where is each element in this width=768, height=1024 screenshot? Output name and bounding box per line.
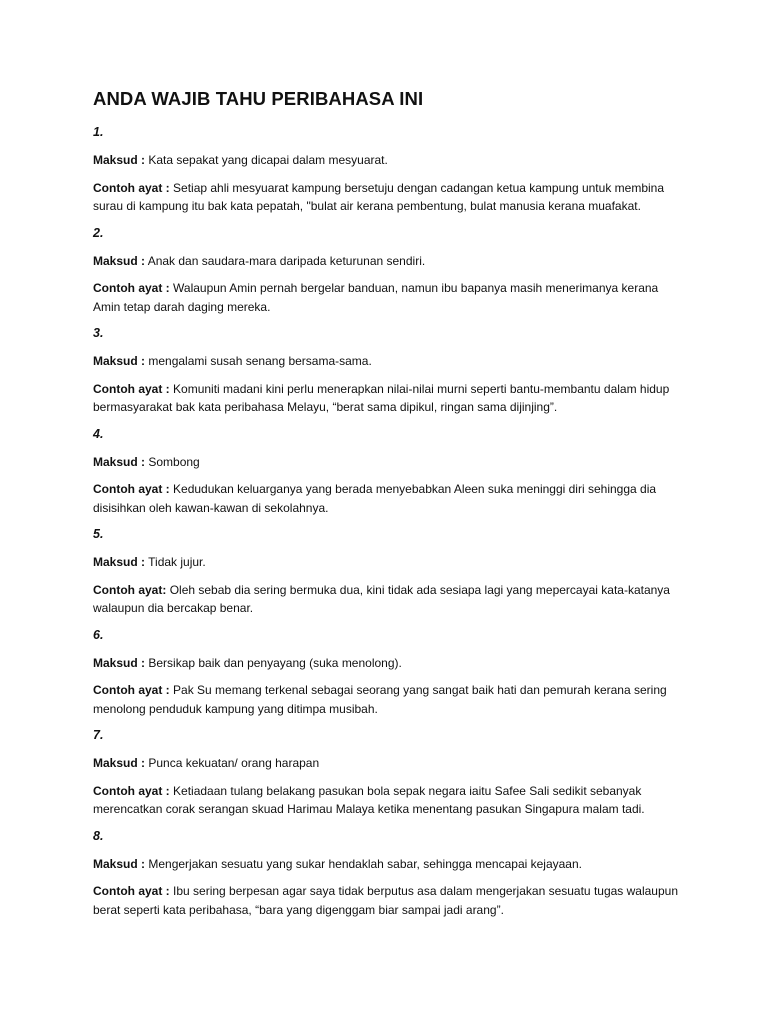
entry-number: 8. <box>93 828 104 843</box>
contoh-label: Contoh ayat : <box>93 884 170 898</box>
maksud-label: Maksud : <box>93 655 146 670</box>
contoh-label: Contoh ayat : <box>93 783 170 798</box>
entry-number: 7. <box>93 728 104 742</box>
entry-number: 2. <box>93 225 104 240</box>
contoh-paragraph <box>93 681 683 718</box>
contoh-label: Contoh ayat : <box>93 381 170 396</box>
maksud-label: Maksud : <box>93 454 146 469</box>
entry-4 <box>93 426 683 518</box>
entry-number: 5. <box>93 527 104 541</box>
maksud-label: Maksud : <box>93 756 146 770</box>
contoh-text: Setiap ahli mesyuarat kampung bersetuju dengan cadangan ketua kampung untuk membina surau di kampung itu bak kata pepatah, "bulat air kerana pembentung, bulat manusia kerana muafakat. <box>93 180 665 213</box>
contoh-text: Kedudukan keluarganya yang berada menyebabkan Aleen suka meninggi diri sehingga dia disisihkan oleh kawan-kawan di sekolahnya. <box>93 482 657 515</box>
contoh-label: Contoh ayat : <box>93 683 170 697</box>
contoh-text: Ketiadaan tulang belakang pasukan bola sepak negara iaitu Safee Sali sedikit sebanyak merencatkan corak serangan skuad Harimau Malaya ketika menentang pasukan Singapura malam tadi. <box>93 783 645 816</box>
maksud-text: Tidak jujur. <box>148 555 206 569</box>
maksud-paragraph <box>93 754 683 773</box>
entry-7 <box>93 727 683 819</box>
entry-number: 3. <box>93 326 104 340</box>
contoh-text: Pak Su memang terkenal sebagai seorang yang sangat baik hati dan pemurah kerana sering menolong penduduk kampung yang ditimpa musibah. <box>93 683 667 716</box>
maksud-paragraph <box>93 654 683 673</box>
contoh-text: Oleh sebab dia sering bermuka dua, kini tidak ada sesiapa lagi yang mepercayai kata-katanya walaupun dia bercakap benar. <box>93 582 670 615</box>
entry-5 <box>93 526 683 618</box>
maksud-text: mengalami susah senang bersama-sama. <box>148 354 372 368</box>
maksud-label: Maksud : <box>93 555 146 569</box>
entry-8 <box>93 828 683 920</box>
maksud-paragraph <box>93 352 683 371</box>
maksud-text: Punca kekuatan/ orang harapan <box>148 756 320 770</box>
maksud-paragraph <box>93 553 683 572</box>
contoh-paragraph <box>93 782 683 819</box>
contoh-paragraph <box>93 279 683 316</box>
maksud-paragraph <box>93 252 683 271</box>
contoh-text: Ibu sering berpesan agar saya tidak berputus asa dalam mengerjakan sesuatu tugas walaupun berat seperti kata peribahasa, “bara yang digenggam biar sampai jadi arang”. <box>93 884 679 917</box>
contoh-text: Walaupun Amin pernah bergelar banduan, namun ibu bapanya masih menerimanya kerana Amin tetap darah daging mereka. <box>93 281 659 314</box>
maksud-text: Anak dan saudara-mara daripada keturunan sendiri. <box>147 253 426 268</box>
maksud-text: Kata sepakat yang dicapai dalam mesyuarat. <box>148 153 388 167</box>
contoh-label: Contoh ayat : <box>93 482 170 496</box>
maksud-paragraph <box>93 151 683 170</box>
contoh-paragraph <box>93 480 683 517</box>
maksud-paragraph <box>93 453 683 472</box>
maksud-label: Maksud : <box>93 354 146 368</box>
entry-3 <box>93 325 683 417</box>
entry-2 <box>93 225 683 317</box>
document-page <box>93 88 683 928</box>
contoh-label: Contoh ayat: <box>93 582 167 597</box>
entry-6 <box>93 627 683 719</box>
entry-number: 6. <box>93 627 104 642</box>
maksud-label: Maksud : <box>93 253 146 268</box>
contoh-paragraph <box>93 380 683 417</box>
maksud-label: Maksud : <box>93 153 146 167</box>
entry-number: 1. <box>93 125 104 139</box>
maksud-label: Maksud : <box>93 856 146 871</box>
contoh-label: Contoh ayat : <box>93 281 170 295</box>
maksud-text: Sombong <box>148 454 200 469</box>
contoh-paragraph <box>93 581 683 618</box>
maksud-text: Bersikap baik dan penyayang (suka menolong). <box>148 655 402 670</box>
entry-number: 4. <box>93 426 104 441</box>
maksud-text: Mengerjakan sesuatu yang sukar hendaklah sabar, sehingga mencapai kejayaan. <box>148 856 582 871</box>
contoh-text: Komuniti madani kini perlu menerapkan nilai-nilai murni seperti bantu-membantu dalam hidup bermasyarakat bak kata peribahasa Melayu, “berat sama dipikul, ringan sama dijinjing”. <box>93 381 670 414</box>
contoh-paragraph <box>93 882 683 919</box>
entry-1 <box>93 124 683 216</box>
contoh-label: Contoh ayat : <box>93 180 170 195</box>
document-title: ANDA WAJIB TAHU PERIBAHASA INI <box>93 88 424 109</box>
maksud-paragraph <box>93 855 683 874</box>
contoh-paragraph <box>93 179 683 216</box>
